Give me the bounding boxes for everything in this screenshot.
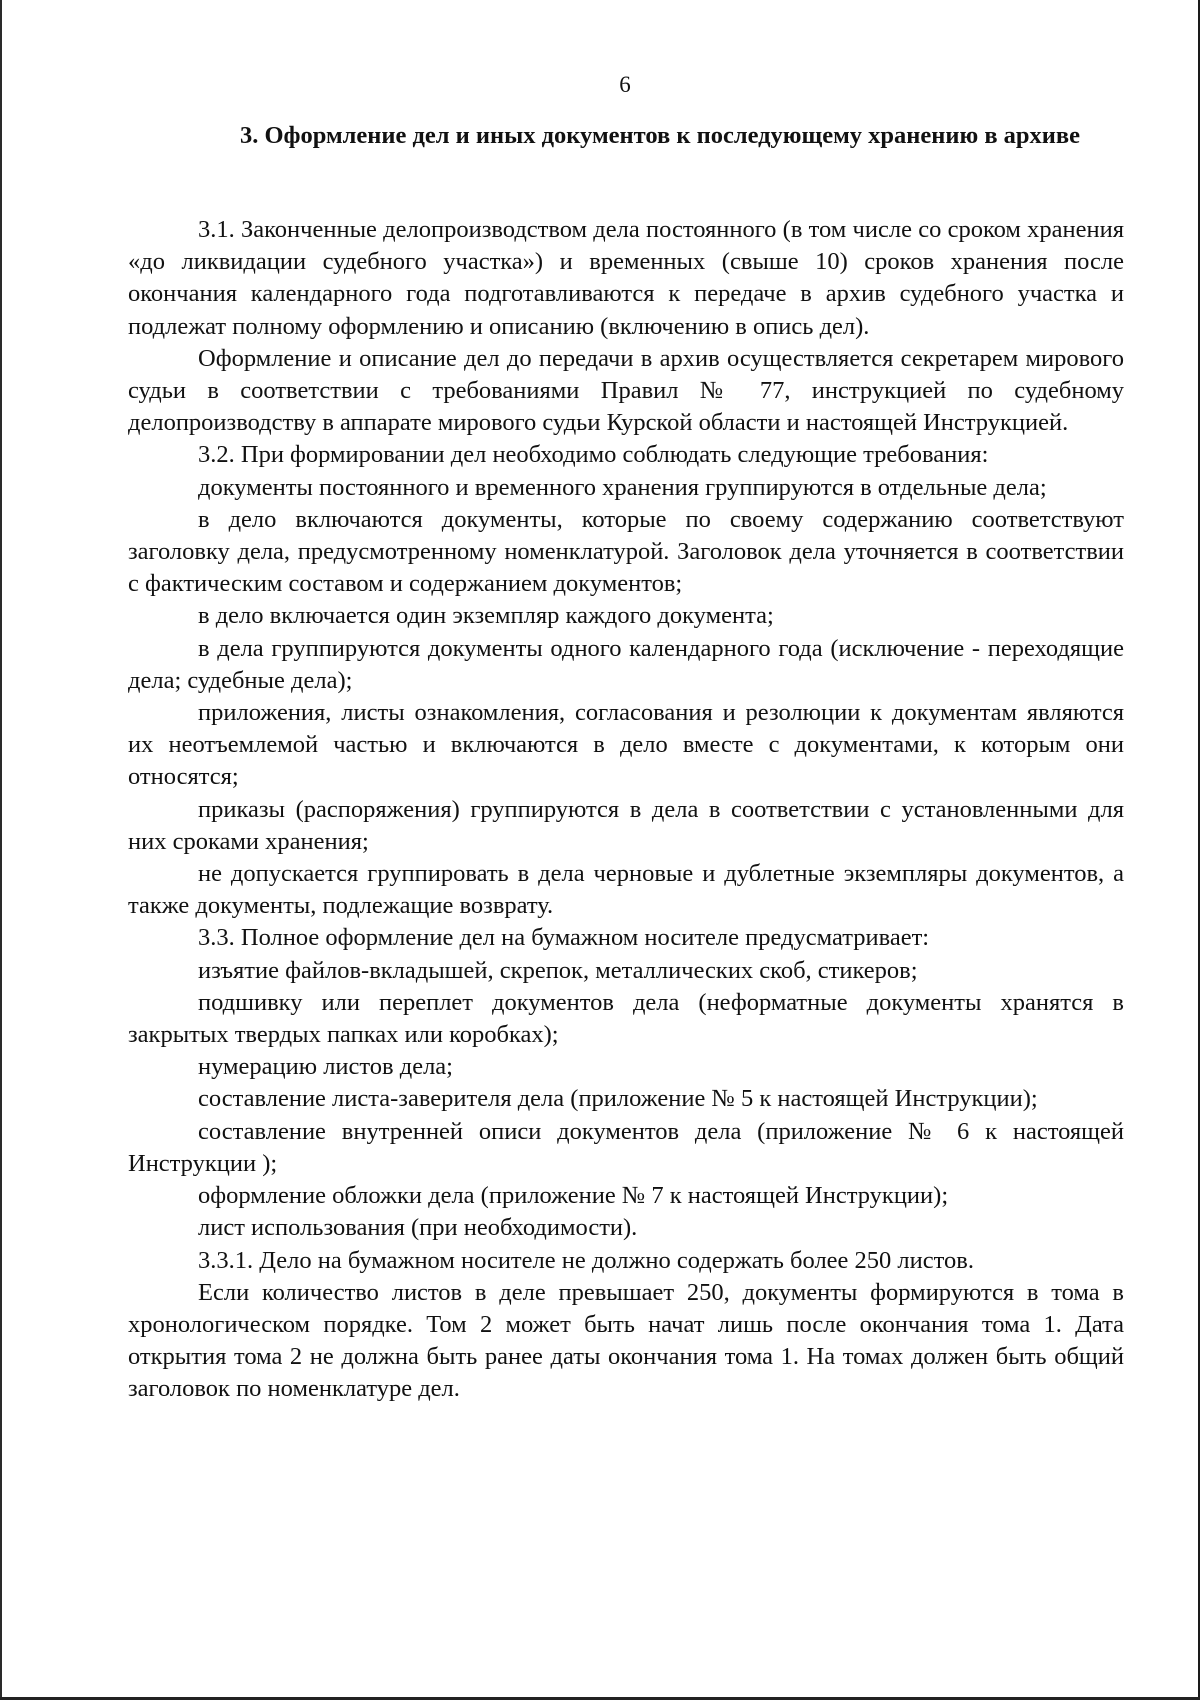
list-item-single-copy: в дело включается один экземпляр каждого документа; [198,602,774,630]
list-item-numbering: нумерацию листов дела; [198,1053,453,1081]
paragraph-3-3-1: 3.3.1. Дело на бумажном носителе не должно содержать более 250 листов. [198,1246,974,1274]
list-item-content: в дело включаются документы, которые по своему содержанию соответствуют заголовку дела, предусмотренному номенклатурой. Заголовок дела уточняется в соответствии с фактическим составом и содержанием документов; [128,505,1124,598]
paragraph-3-2: 3.2. При формировании дел необходимо соблюдать следующие требования: [198,441,989,469]
paragraph-processing: Оформление и описание дел до передачи в архив осуществляется секретарем мирового судьи в соответствии с требованиями Правил № 77, инструкцией по судебному делопроизводству в аппарате мирового судьи Курской области и настоящей Инструкцией. [128,344,1124,437]
list-item-calendar-year: в дела группируются документы одного календарного года (исключение - переходящие дела; судебные дела); [128,634,1124,694]
page-number: 6 [619,72,631,97]
scan-border-left [0,0,2,1700]
section-heading: 3. Оформление дел и иных документов к последующему хранению в архиве [239,122,1081,149]
list-item-grouping: документы постоянного и временного хранения группируются в отдельные дела; [198,473,1047,501]
document-body [128,214,1124,1406]
list-item-usage-sheet: лист использования (при необходимости). [198,1214,638,1242]
list-item-binding: подшивку или переплет документов дела (неформатные документы хранятся в закрытых твердых папках или коробках); [128,988,1124,1049]
paragraph-volumes: Если количество листов в деле превышает 250, документы формируются в тома в хронологическом порядке. Том 2 может быть начат лишь после окончания тома 1. Дата открытия тома 2 не должна быть ранее даты окончания тома 1. На томах должен быть общий заголовок по номенклатуре дел. [128,1278,1124,1403]
paragraph-3-1: 3.1. Законченные делопроизводством дела постоянного (в том числе со сроком хранения «до ликвидации судебного участка») и временных (свыше 10) сроков хранения после окончания календарного года подготавливаются к передаче в архив судебного участка и подлежат полному оформлению и описанию (включению в опись дел). [128,216,1124,340]
list-item-certification-sheet: составление листа-заверителя дела (приложение № 5 к настоящей Инструкции); [198,1085,1038,1113]
list-item-removal: изъятие файлов-вкладышей, скрепок, металлических скоб, стикеров; [198,956,918,984]
list-item-drafts: не допускается группировать в дела черновые и дублетные экземпляры документов, а также документы, подлежащие возврату. [128,860,1124,920]
list-item-internal-inventory: составление внутренней описи документов дела (приложение № 6 к настоящей Инструкции ); [128,1117,1124,1177]
list-item-attachments: приложения, листы ознакомления, согласования и резолюции к документам являются их неотъемлемой частью и включаются в дело вместе с документами, к которым они относятся; [128,699,1124,791]
paragraph-3-3: 3.3. Полное оформление дел на бумажном носителе предусматривает: [198,924,930,952]
list-item-cover: оформление обложки дела (приложение № 7 к настоящей Инструкции); [198,1182,949,1210]
list-item-orders: приказы (распоряжения) группируются в дела в соответствии с установленными для них сроками хранения; [128,795,1124,855]
